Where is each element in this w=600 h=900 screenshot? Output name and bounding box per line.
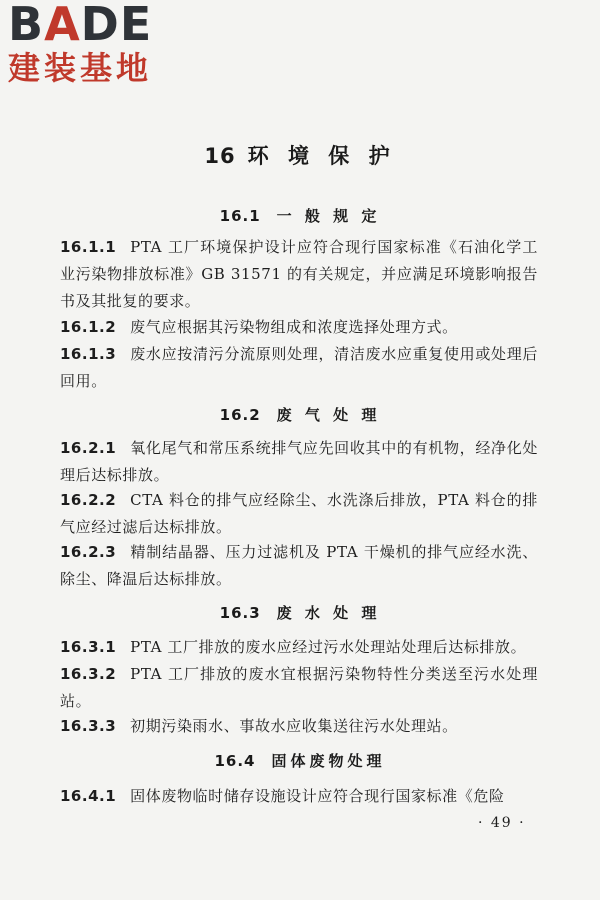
section-title: 废 水 处 理 [276,604,381,622]
clause-number: 16.2.1 [60,439,117,457]
clause-16-1-2 [60,314,538,341]
clause-text: 氧化尾气和常压系统排气应先回收其中的有机物，经净化处理后达标排放。 [60,439,538,484]
logo-wordmark [8,0,178,51]
clause-number: 16.3.2 [60,665,117,683]
clause-16-1-1 [60,234,538,315]
clause-number: 16.2.2 [60,491,117,509]
page-number: · 49 · [478,815,526,831]
clause-number: 16.3.3 [60,717,117,735]
logo-subtitle: 建装基地 [8,49,153,87]
clause-16-3-2 [60,661,538,715]
clause-16-4-1 [60,783,538,810]
clause-16-2-3 [60,539,538,593]
section-number: 16.3 [219,604,261,622]
clause-number: 16.2.3 [60,543,117,561]
section-title: 废 气 处 理 [276,406,381,424]
logo-letter-a: A [44,0,81,51]
chapter-number: 16 [204,144,236,168]
chapter-name: 环 境 保 护 [247,144,396,168]
clause-number: 16.3.1 [60,638,117,656]
section-number: 16.4 [214,752,256,770]
chapter-title [0,140,600,170]
section-heading-16-2 [0,404,600,425]
clause-number: 16.1.2 [60,318,117,336]
clause-16-2-2 [60,487,538,541]
clause-text: PTA 工厂排放的废水宜根据污染物特性分类送至污水处理站。 [60,665,538,710]
clause-text: PTA 工厂环境保护设计应符合现行国家标准《石油化学工业污染物排放标准》GB 31571 的有关规定，并应满足环境影响报告书及其批复的要求。 [60,238,538,310]
clause-16-1-3 [60,341,538,395]
clause-text: 废气应根据其污染物组成和浓度选择处理方式。 [130,318,458,336]
clause-text: 精制结晶器、压力过滤机及 PTA 干燥机的排气应经水洗、除尘、降温后达标排放。 [60,543,538,588]
clause-16-2-1 [60,435,538,489]
clause-number: 16.4.1 [60,787,117,805]
section-title: 固体废物处理 [271,752,386,770]
clause-16-3-1 [60,634,538,661]
section-heading-16-3 [0,602,600,623]
section-heading-16-1 [0,205,600,226]
clause-text: 废水应按清污分流原则处理，清洁废水应重复使用或处理后回用。 [60,345,538,390]
brand-logo [8,2,178,86]
section-number: 16.1 [219,207,261,225]
clause-text: CTA 料仓的排气应经除尘、水洗涤后排放，PTA 料仓的排气应经过滤后达标排放。 [60,491,538,536]
clause-text: 初期污染雨水、事故水应收集送往污水处理站。 [130,717,458,735]
logo-letters-de: DE [80,0,153,51]
section-heading-16-4 [0,750,600,771]
clause-number: 16.1.3 [60,345,117,363]
section-title: 一 般 规 定 [276,207,381,225]
logo-letter-b: B [8,0,45,51]
section-number: 16.2 [219,406,261,424]
clause-16-3-3 [60,713,538,740]
clause-text: 固体废物临时储存设施设计应符合现行国家标准《危险 [130,787,505,805]
clause-text: PTA 工厂排放的废水应经过污水处理站处理后达标排放。 [130,638,527,656]
clause-number: 16.1.1 [60,238,117,256]
